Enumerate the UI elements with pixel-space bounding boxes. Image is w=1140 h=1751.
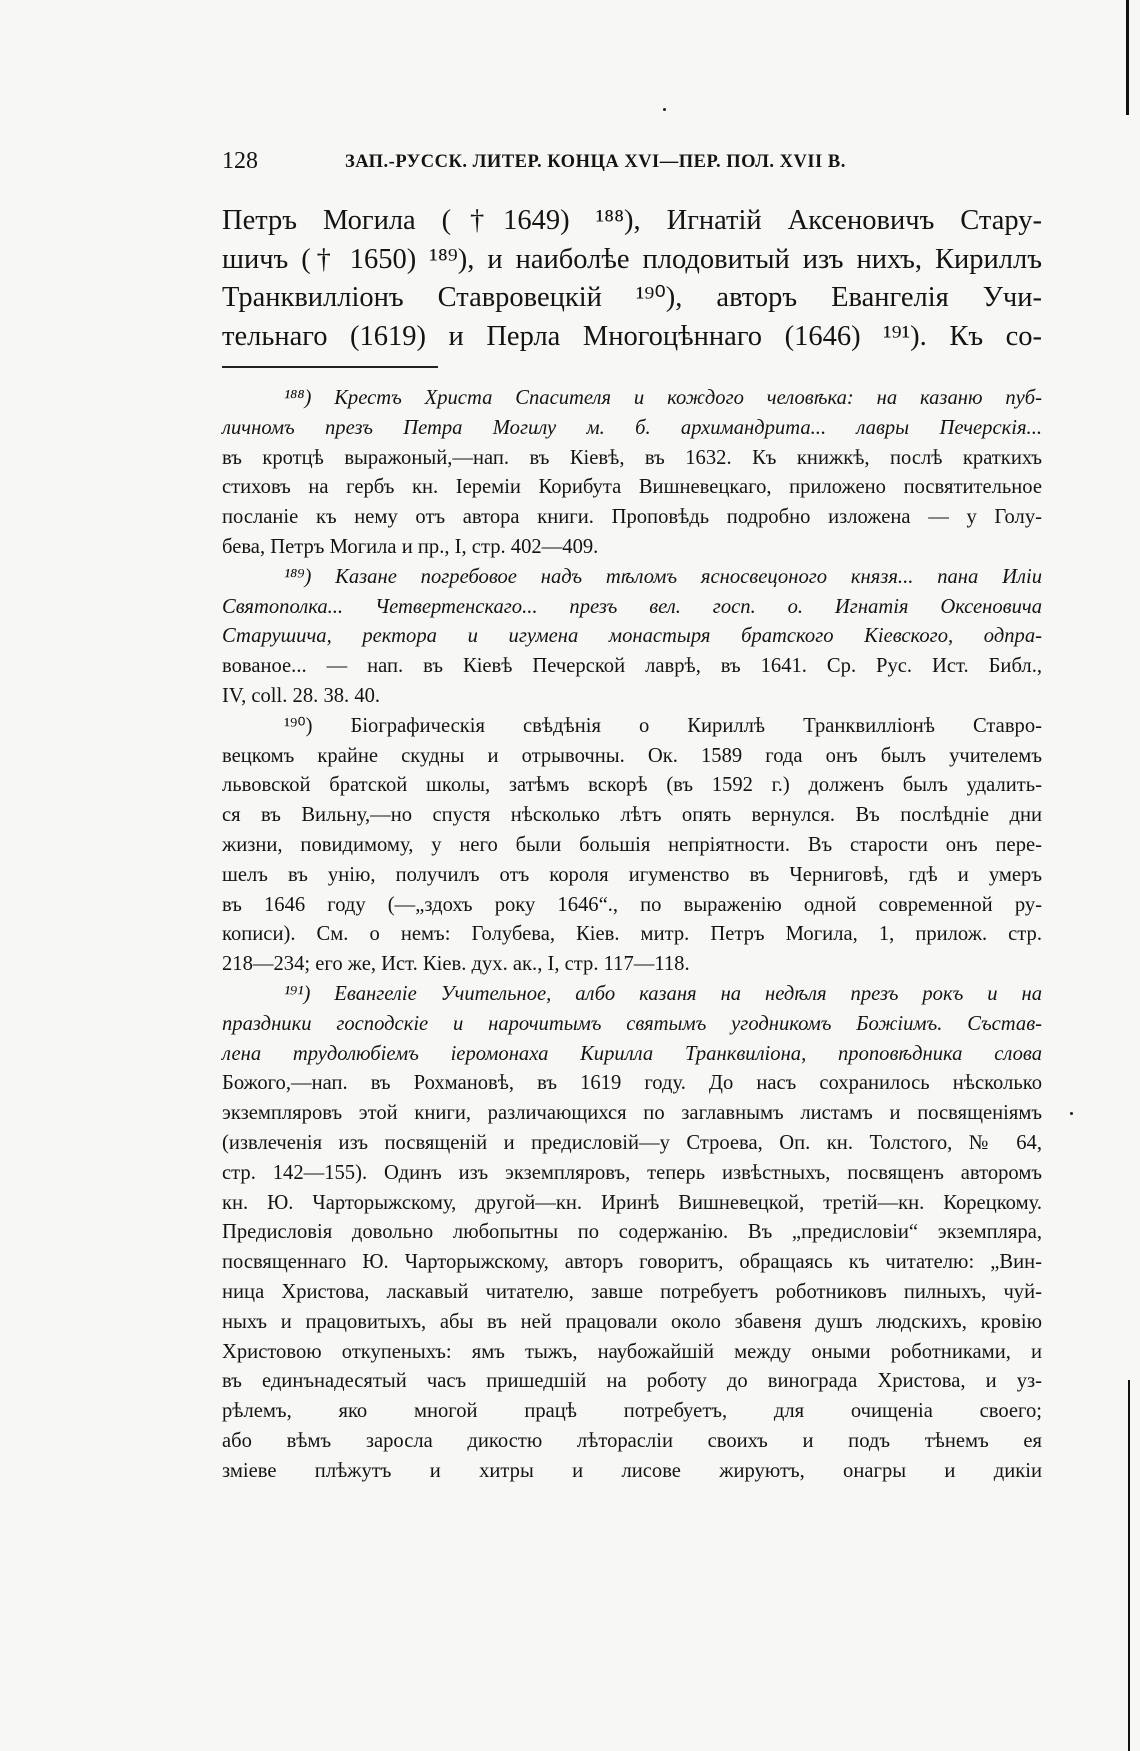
footnote-line: посланіе къ нему отъ автора книги. Проповѣдь подробно изложена — у Голу- [222,506,1042,529]
footnote-line: посвященнаго Ю. Чарторыжскому, авторъ говоритъ, обращаясь къ читателю: „Вин- [222,1251,1042,1274]
footnote-line: рѣлемъ, яко многой працѣ потребуетъ, для очищеніа своего; [222,1400,1042,1423]
main-line: тельнаго (1619) и Перла Многоцѣннаго (1646) ¹⁹¹). Къ со- [222,320,1042,352]
footnote-line: ¹⁹⁰) Біографическія свѣдѣнія о Кириллѣ Транквилліонѣ Ставро- [284,714,1042,737]
running-header: ЗАП.-РУССК. ЛИТЕР. КОНЦА XVI—ПЕР. ПОЛ. XVII В. [345,152,846,172]
footnote-line: 218—234; его же, Ист. Кіев. дух. ак., І, стр. 117—118. [222,953,690,976]
footnote-line: въ кротцѣ выражоный,—нап. въ Кіевѣ, въ 1632. Къ книжкѣ, послѣ краткихъ [222,446,1042,469]
footnote-line: бева, Петръ Могила и пр., І, стр. 402—409. [222,535,599,558]
footnote-separator [222,366,438,368]
footnote-line: ныхъ и працовитыхъ, абы въ ней працовали около збавеня душъ людскихъ, кровію [222,1310,1042,1333]
footnote-line: экземпляровъ этой книги, различающихся по заглавнымъ листамъ и посвященіямъ [222,1102,1042,1125]
footnote-line: Старушича, ректора и игумена монастыря братского Кіевского, одпра- [222,625,1042,648]
footnote-line: въ единънадесятый часъ пришедшій на роботу до винограда Христова, и уз- [222,1370,1042,1393]
scan-speck [663,108,666,111]
footnote-line: IV, coll. 28. 38. 40. [222,684,381,707]
footnote-line: ница Христова, ласкавый читателю, завше потребуетъ роботниковъ пилныхъ, чуй- [222,1280,1042,1303]
main-text [222,202,1042,356]
footnote-line: въ 1646 году (—„здохъ року 1646“., по выраженію одной современной ру- [222,893,1042,916]
footnote-line: стр. 142—155). Одинъ изъ экземпляровъ, теперь извѣстныхъ, посвященъ авторомъ [222,1161,1042,1184]
footnote-line: личномъ презъ Петра Могилу м. б. архимандрита... лавры Печерскія... [222,416,1042,439]
footnote-line: ¹⁸⁹) Казане погребовое надъ тѣломъ ясносвецоного князя... пана Иліи [284,565,1042,588]
scan-speck [1070,1112,1073,1115]
main-line: Петръ Могила (†1649) ¹⁸⁸), Игнатій Аксеновичъ Стару- [222,205,1042,236]
footnotes [222,384,1042,1486]
footnote-line: ¹⁸⁸) Крестъ Христа Спасителя и кождого человѣка: на казаню пуб- [284,387,1042,409]
footnote-line: ¹⁹¹) Евангеліе Учительное, албо казаня на недѣля презъ рокъ и на [284,982,1042,1005]
footnote-line: зміеве плѣжутъ и хитры и лисове жируютъ, онагры и дикіи [222,1459,1042,1482]
footnote-line: кн. Ю. Чарторыжскому, другой—кн. Иринѣ Вишневецкой, третій—кн. Корецкому. [222,1191,1042,1214]
main-line: Транквилліонъ Ставровецкій ¹⁹⁰), авторъ Евангелія Учи- [222,282,1042,313]
footnote-line: Христовою откупеныхъ: ямъ тыжъ, наубожайшій между оными роботниками, и [222,1340,1042,1363]
footnote-line: стиховъ на гербъ кн. Іереміи Корибута Вишневецкаго, приложено посвятительное [222,476,1042,499]
footnote-line: праздники господскіе и нарочитымъ святымъ угодникомъ Божіимъ. Състав- [222,1012,1042,1035]
page-edge-line-top [1126,0,1129,115]
footnote-line: Предисловія довольно любопытны по содержанію. Въ „предисловіи“ экземпляра, [222,1221,1042,1244]
footnote-line: або вѣмъ заросла дикостю лѣторасліи своихъ и подъ тѣнемъ ея [222,1429,1042,1452]
footnote-line: кописи). См. о немъ: Голубева, Кіев. митр. Петръ Могила, 1, прилож. стр. [222,923,1042,946]
main-line: шичъ († 1650) ¹⁸⁹), и наиболѣе плодовитый изъ нихъ, Кириллъ [222,243,1042,275]
footnote-line: вецкомъ крайне скудны и отрывочны. Ок. 1589 года онъ былъ учителемъ [222,744,1042,767]
footnote-line: львовской братской школы, затѣмъ вскорѣ (въ 1592 г.) долженъ былъ удалить- [222,774,1042,797]
footnote-line: вованое... — нап. въ Кіевѣ Печерской лаврѣ, въ 1641. Ср. Рус. Ист. Библ., [222,655,1042,678]
footnote-line: лена трудолюбіемъ іеромонаха Кирилла Транквиліона, проповѣдника слова [222,1042,1042,1065]
page-edge-line-bottom [1128,1380,1130,1751]
footnote-line: (извлеченія изъ посвященій и предисловій—у Строева, Оп. кн. Толстого, № 64, [222,1131,1042,1154]
footnote-line: Святополка... Четвертенскаго... презъ вел. госп. о. Игнатія Оксеновича [222,595,1042,618]
footnote-line: жизни, повидимому, у него были большія непріятности. Въ старости онъ пере- [222,833,1042,856]
page-number: 128 [222,148,258,174]
footnote-line: ся въ Вильну,—но спустя нѣсколько лѣтъ опять вернулся. Въ послѣдніе дни [222,804,1042,827]
footnote-line: шелъ въ унію, получилъ отъ короля игуменство въ Черниговѣ, гдѣ и умеръ [222,863,1042,886]
footnote-line: Божого,—нап. въ Рохмановѣ, въ 1619 году. До насъ сохранилось нѣсколько [222,1072,1042,1095]
